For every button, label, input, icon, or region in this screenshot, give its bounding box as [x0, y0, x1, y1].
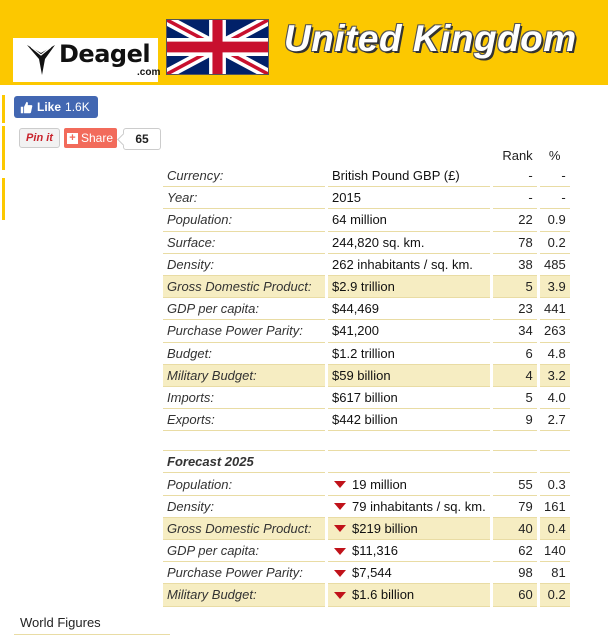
row-label: Budget:	[163, 343, 325, 365]
row-percent: 161	[540, 496, 570, 518]
row-label: GDP per capita:	[163, 298, 325, 320]
rank-header: Rank	[502, 147, 533, 163]
row-value: 79 inhabitants / sq. km.	[352, 498, 486, 514]
down-arrow-icon	[334, 548, 346, 555]
row-percent: 0.2	[540, 584, 570, 606]
forecast-heading-row	[163, 451, 570, 473]
table-row-highlighted	[163, 276, 570, 298]
table-row	[163, 343, 570, 365]
row-percent: 4.8	[540, 343, 570, 365]
row-rank: 6	[493, 343, 537, 365]
row-value: 2015	[328, 187, 490, 209]
row-rank: 34	[493, 320, 537, 342]
down-arrow-icon	[334, 592, 346, 599]
row-percent: -	[540, 165, 570, 187]
down-arrow-icon	[334, 525, 346, 532]
row-label: Gross Domestic Product:	[163, 276, 325, 298]
row-label: Exports:	[163, 409, 325, 431]
row-percent: 0.9	[540, 209, 570, 231]
logo-text: Deagel	[59, 40, 151, 68]
country-title: United Kingdom	[284, 18, 577, 59]
row-rank: 22	[493, 209, 537, 231]
plus-icon: +	[67, 133, 78, 144]
row-value: $617 billion	[328, 387, 490, 409]
row-rank: 23	[493, 298, 537, 320]
row-value: $44,469	[328, 298, 490, 320]
row-label: Imports:	[163, 387, 325, 409]
row-value: $41,200	[328, 320, 490, 342]
row-percent: 2.7	[540, 409, 570, 431]
row-rank: 40	[493, 518, 537, 540]
down-arrow-icon	[334, 503, 346, 510]
table-row	[163, 254, 570, 276]
row-rank: 55	[493, 473, 537, 495]
row-percent: -	[540, 187, 570, 209]
table-header-row	[163, 145, 570, 165]
row-percent: 81	[540, 562, 570, 584]
row-label: Density:	[163, 496, 325, 518]
like-label: Like	[37, 100, 62, 114]
row-value: 244,820 sq. km.	[328, 232, 490, 254]
row-label: Currency:	[163, 165, 325, 187]
row-value: $1.2 trillion	[328, 343, 490, 365]
row-rank: 38	[493, 254, 537, 276]
pinterest-pin-button[interactable]: Pin it	[19, 128, 60, 148]
row-value: $219 billion	[352, 520, 418, 536]
row-percent: 3.2	[540, 365, 570, 387]
row-label: Density:	[163, 254, 325, 276]
row-value: $442 billion	[328, 409, 490, 431]
row-value: $7,544	[352, 565, 392, 581]
row-percent: 0.4	[540, 518, 570, 540]
left-accent-stripe	[2, 40, 5, 85]
row-percent: 0.2	[540, 232, 570, 254]
row-percent: 263	[540, 320, 570, 342]
forecast-row	[163, 496, 570, 518]
row-label: Year:	[163, 187, 325, 209]
logo-domain: .com	[137, 67, 161, 78]
left-accent-stripe	[2, 95, 5, 123]
uk-flag-icon	[166, 19, 269, 75]
row-rank: -	[493, 187, 537, 209]
row-rank: 5	[493, 387, 537, 409]
forecast-row	[163, 473, 570, 495]
row-value: $2.9 trillion	[328, 276, 490, 298]
row-value: 64 million	[328, 209, 490, 231]
row-label: Surface:	[163, 232, 325, 254]
table-row	[163, 387, 570, 409]
row-value: 19 million	[352, 476, 407, 492]
row-rank: 5	[493, 276, 537, 298]
deagel-logo[interactable]	[10, 38, 161, 82]
share-button[interactable]	[64, 128, 117, 148]
deagel-wings-icon	[27, 41, 57, 77]
percent-header: %	[548, 147, 561, 163]
share-label: Share	[81, 131, 114, 145]
row-rank: 60	[493, 584, 537, 606]
row-rank: 62	[493, 540, 537, 562]
table-row	[163, 298, 570, 320]
row-value: $1.6 billion	[352, 587, 415, 603]
table-row	[163, 232, 570, 254]
table-row	[163, 409, 570, 431]
facebook-like-button[interactable]	[14, 96, 98, 118]
forecast-row-highlighted	[163, 584, 570, 606]
row-label: GDP per capita:	[163, 540, 325, 562]
row-percent: 4.0	[540, 387, 570, 409]
left-accent-stripe	[2, 178, 5, 220]
country-figures-table	[160, 145, 573, 607]
table-row	[163, 187, 570, 209]
row-percent: 140	[540, 540, 570, 562]
forecast-row	[163, 562, 570, 584]
row-value: $59 billion	[328, 365, 490, 387]
site-header	[0, 0, 608, 85]
row-value: $11,316	[352, 543, 399, 559]
left-accent-stripe	[2, 126, 5, 170]
table-spacer-row	[163, 431, 570, 451]
row-rank: 79	[493, 496, 537, 518]
row-label: Military Budget:	[163, 584, 325, 606]
row-percent: 3.9	[540, 276, 570, 298]
row-value: 262 inhabitants / sq. km.	[328, 254, 490, 276]
row-rank: 4	[493, 365, 537, 387]
down-arrow-icon	[334, 481, 346, 488]
table-row	[163, 209, 570, 231]
thumbs-up-icon	[20, 101, 33, 114]
row-label: Military Budget:	[163, 365, 325, 387]
row-rank: -	[493, 165, 537, 187]
row-label: Population:	[163, 209, 325, 231]
table-row-highlighted	[163, 365, 570, 387]
row-label: Population:	[163, 473, 325, 495]
row-rank: 78	[493, 232, 537, 254]
row-value: British Pound GBP (£)	[328, 165, 490, 187]
like-count: 1.6K	[65, 100, 90, 114]
row-percent: 441	[540, 298, 570, 320]
share-count: 65	[123, 128, 161, 150]
row-percent: 485	[540, 254, 570, 276]
row-label: Gross Domestic Product:	[163, 518, 325, 540]
table-row	[163, 320, 570, 342]
down-arrow-icon	[334, 570, 346, 577]
row-rank: 98	[493, 562, 537, 584]
row-rank: 9	[493, 409, 537, 431]
row-label: Purchase Power Parity:	[163, 562, 325, 584]
row-percent: 0.3	[540, 473, 570, 495]
forecast-row-highlighted	[163, 518, 570, 540]
forecast-row	[163, 540, 570, 562]
table-row	[163, 165, 570, 187]
row-label: Purchase Power Parity:	[163, 320, 325, 342]
world-figures-link[interactable]: World Figures	[14, 615, 170, 635]
forecast-title: Forecast 2025	[163, 451, 325, 473]
